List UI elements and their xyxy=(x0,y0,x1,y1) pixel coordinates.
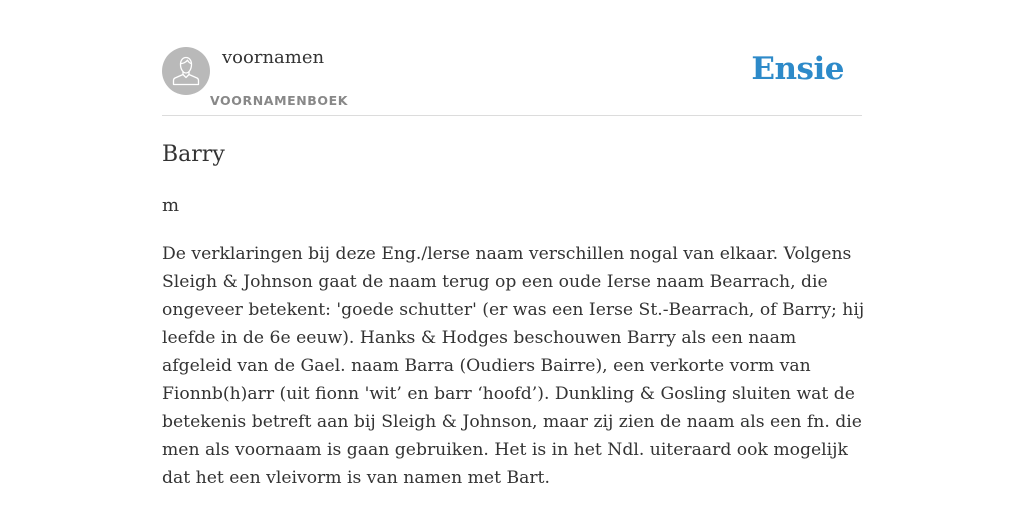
author-name[interactable]: voornamen xyxy=(222,47,325,68)
user-icon xyxy=(162,47,210,95)
ensie-logo[interactable]: Ensie xyxy=(751,51,844,87)
entry-title: Barry xyxy=(162,142,225,167)
page-header xyxy=(162,0,862,116)
page-container xyxy=(162,0,865,488)
entry-description: De verklaringen bij deze Eng./lerse naam verschillen nogal van elkaar. Volgens Sleigh & Johnson gaat de naam terug op een oude Ierse naam Bearrach, die ongeveer betekent: 'goede schutter' (er was een Ierse St.-Bearrach, of Barry; hij leefde in de 6e eeuw). Hanks & Hodges beschouwen Barry als een naam afgeleid van de Gael. naam Barra (Oudiers Bairre), een verkorte vorm van Fionnb(h)arr (uit fionn 'wit’ en barr ‘hoofd’). Dunkling & Gosling sluiten wat de betekenis betreft aan bij Sleigh & Johnson, maar zij zien de naam als een fn. die men als voornaam is gaan gebruiken. Het is in het Ndl. uiteraard ook mogelijk dat het een vleivorm is van namen met Bart. xyxy=(162,244,865,488)
avatar[interactable] xyxy=(162,47,210,95)
book-name[interactable]: VOORNAMENBOEK xyxy=(210,93,349,108)
entry-gender: m xyxy=(162,195,180,216)
